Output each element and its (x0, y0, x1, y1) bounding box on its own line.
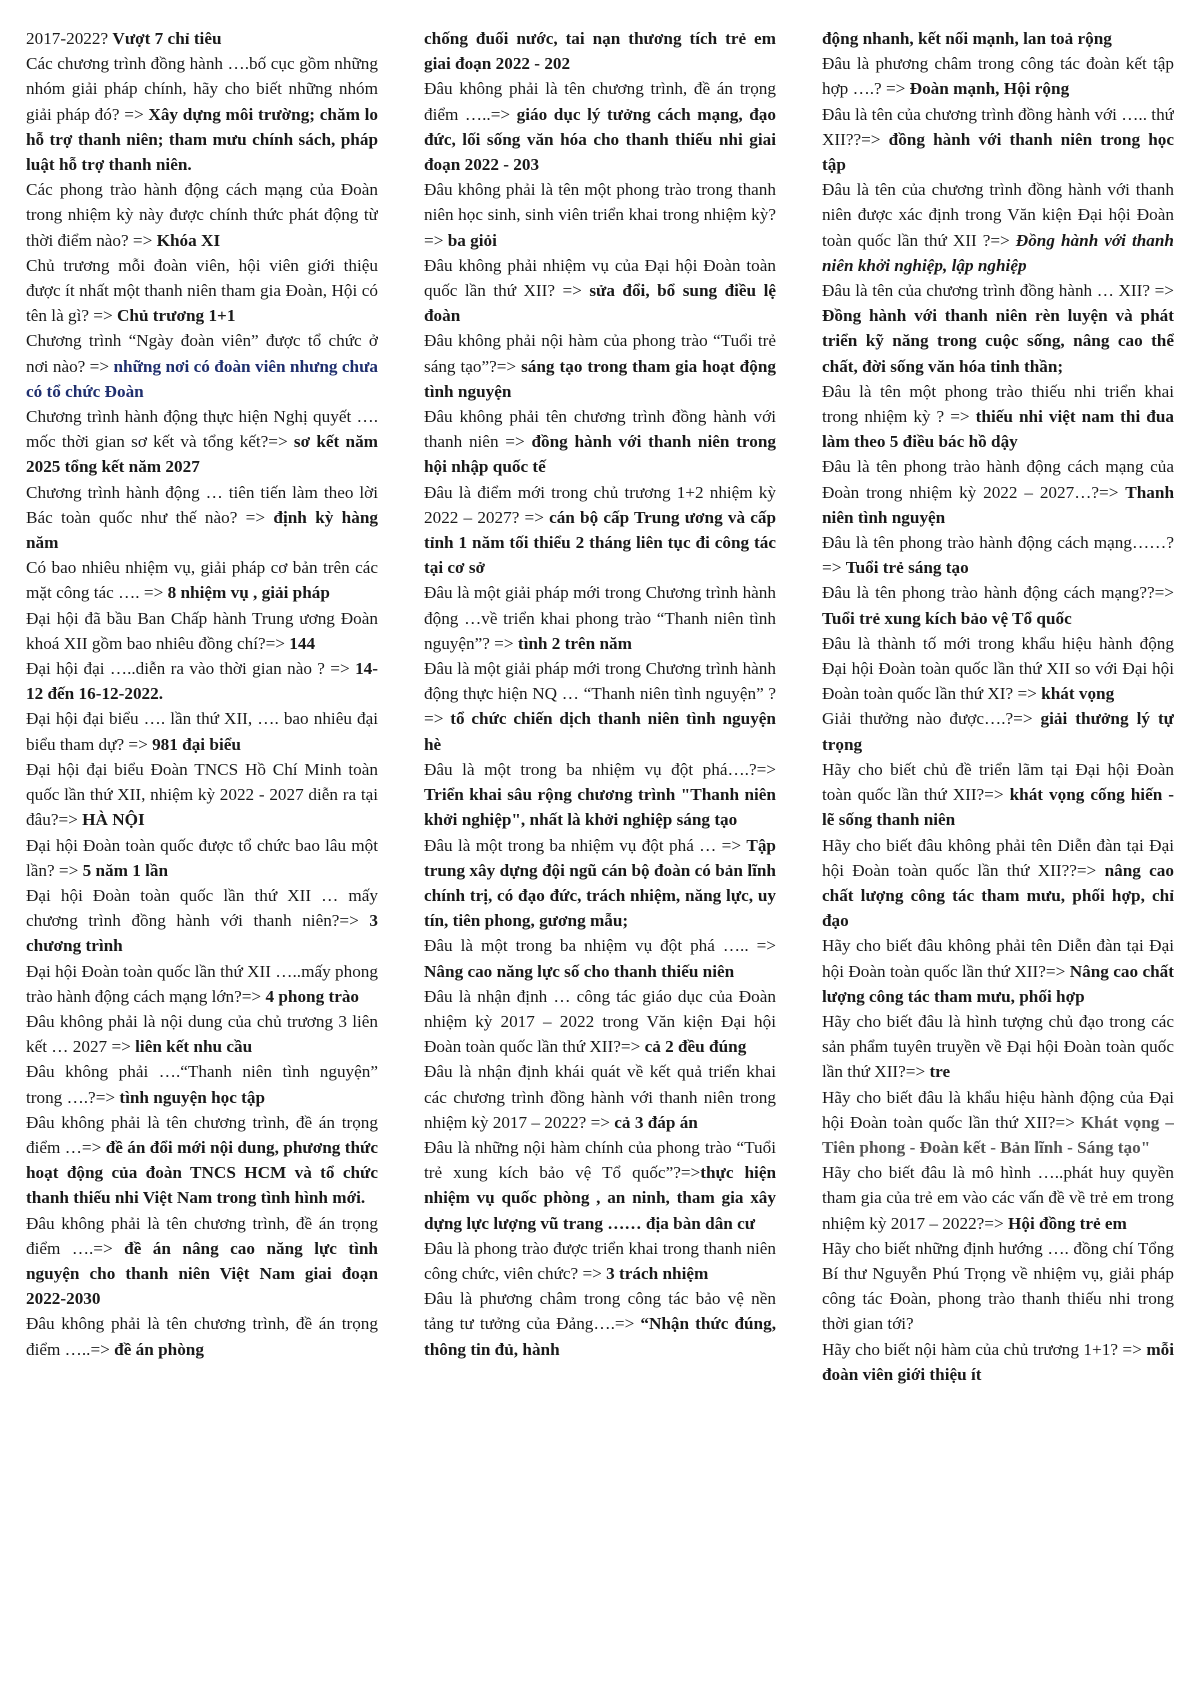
question-text: Có bao nhiêu nhiệm vụ, giải pháp cơ bản trên các mặt công tác …. => (26, 558, 378, 603)
answer-text: 3 chương trình (26, 911, 378, 956)
question-text: Đâu là tên phong trào hành động cách mạng của Đoàn trong nhiệm kỳ 2022 – 2027…?=> (822, 457, 1174, 502)
question-text: Đâu là phương châm trong công tác đoàn kết tập hợp ….? => (822, 54, 1174, 99)
answer-text: định kỳ hàng năm (26, 507, 378, 553)
qa-item (26, 959, 378, 1009)
answer-text: sáng tạo trong tham gia hoạt động tình nguyện (424, 356, 776, 401)
question-text: Đại hội đại biểu …. lần thứ XII, …. bao nhiêu đại biểu tham dự? => (26, 709, 378, 754)
qa-item (822, 833, 1174, 934)
answer-text: chống đuối nước, tai nạn thương tích trẻ em giai đoạn 2022 - 202 (424, 29, 776, 74)
answer-text: Vượt 7 chỉ tiêu (112, 29, 222, 48)
qa-item (424, 26, 776, 76)
text-column-3 (822, 26, 1174, 1696)
question-text: Hãy cho biết chủ đề triển lãm tại Đại hội Đoàn toàn quốc lần thứ XII?=> (822, 759, 1174, 805)
answer-text: cả 3 đáp án (614, 1112, 698, 1132)
answer-text: mỗi đoàn viên giới thiệu ít (822, 1339, 1174, 1384)
answer-text: 8 nhiệm vụ , giải pháp (167, 583, 330, 603)
question-text: Đâu là phong trào được triển khai trong thanh niên công chức, viên chức? => (424, 1238, 776, 1283)
qa-item (424, 984, 776, 1060)
qa-item (822, 530, 1174, 580)
qa-item (26, 1009, 378, 1059)
qa-item (822, 278, 1174, 379)
question-text: Đại hội Đoàn toàn quốc được tổ chức bao lâu một lần? => (26, 835, 378, 880)
question-text: Đâu là những nội hàm chính của phong trào “Tuổi trẻ xung kích bảo vệ Tổ quốc”?=> (424, 1137, 776, 1183)
qa-item (26, 833, 378, 883)
answer-text: đồng hành với thanh niên trong hội nhập quốc tế (424, 432, 776, 477)
answer-text: đồng hành với thanh niên trong học tập (822, 129, 1174, 175)
answer-text: 144 (289, 633, 316, 653)
qa-item (822, 102, 1174, 178)
answer-text: Xây dựng môi trường; chăm lo hỗ trợ thanh niên; tham mưu chính sách, pháp luật hỗ trợ thanh niên. (26, 104, 378, 175)
question-text: Hãy cho biết những định hướng …. đồng chí Tổng Bí thư Nguyễn Phú Trọng về nhiệm vụ, giải pháp công tác Đoàn, phong trào thanh thiếu nhi trong thời gian tới? (822, 1238, 1174, 1334)
question-text: Đâu là tên của chương trình đồng hành … XII? => (822, 281, 1174, 301)
question-text: Đâu là điểm mới trong chủ trương 1+2 nhiệm kỳ 2022 – 2027? => (424, 482, 776, 527)
answer-text: 981 đại biểu (152, 734, 241, 754)
qa-item (822, 631, 1174, 707)
question-text: Đâu không phải là tên chương trình, đề án trọng điểm …..=> (26, 1314, 378, 1359)
answer-text: Tuổi trẻ sáng tạo (845, 558, 969, 578)
qa-item (822, 757, 1174, 833)
question-text: Đâu không phải nhiệm vụ của Đại hội Đoàn toàn quốc lần thứ XII? => (424, 255, 776, 301)
qa-item (822, 51, 1174, 101)
answer-text: đề án phòng (114, 1339, 204, 1359)
question-text: Đâu là một trong ba nhiệm vụ đột phá ….. => (424, 936, 776, 956)
qa-item (424, 833, 776, 934)
question-text: Đâu không phải là tên chương trình, đề án trọng điểm …..=> (424, 79, 776, 124)
qa-item (26, 480, 378, 556)
question-text: Hãy cho biết đâu không phải tên Diễn đàn tại Đại hội Đoàn toàn quốc lần thứ XII??=> (822, 835, 1174, 880)
qa-item (424, 177, 776, 253)
qa-item (26, 883, 378, 959)
question-text: Đâu là thành tố mới trong khẩu hiệu hành động Đại hội Đoàn toàn quốc lần thứ XII so với Đại hội Đoàn toàn quốc lần thứ XI? => (822, 633, 1174, 704)
answer-text: Đồng hành với thanh niên khởi nghiệp, lập nghiệp (822, 230, 1174, 275)
question-text: Đâu không phải ….“Thanh niên tình nguyện” trong ….?=> (26, 1062, 378, 1107)
question-text: Hãy cho biết đâu là khẩu hiệu hành động của Đại hội Đoàn toàn quốc lần thứ XII?=> (822, 1087, 1174, 1132)
answer-text: giải thưởng lý tự trọng (822, 709, 1174, 754)
qa-item (424, 1135, 776, 1236)
question-text: Đâu không phải là tên một phong trào trong thanh niên học sinh, sinh viên triển khai trong nhiệm kỳ?=> (424, 180, 776, 250)
answer-text: Hội đồng trẻ em (1008, 1213, 1127, 1233)
qa-item (822, 580, 1174, 630)
answer-text: Tuổi trẻ xung kích bảo vệ Tổ quốc (822, 608, 1072, 628)
question-text: Chủ trương mỗi đoàn viên, hội viên giới thiệu được ít nhất một thanh niên tham gia Đoàn, Hội có tên là gì? => (26, 255, 378, 326)
question-text: Hãy cho biết đâu không phải tên Diễn đàn tại Đại hội Đoàn toàn quốc lần thứ XII?=> (822, 936, 1174, 981)
qa-item (26, 1311, 378, 1361)
question-text: Đâu là tên của chương trình đồng hành với ….. thứ XII??=> (822, 104, 1174, 149)
qa-item (424, 1286, 776, 1362)
qa-item (822, 933, 1174, 1009)
question-text: Chương trình hành động … tiên tiến làm theo lời Bác toàn quốc như thế nào? => (26, 482, 378, 527)
qa-item (822, 177, 1174, 278)
question-text: Đâu là một giải pháp mới trong Chương trình hành động …về triển khai phong trào “Thanh niên tình nguyện”? => (424, 583, 776, 653)
answer-text: đề án nâng cao năng lực tình nguyện cho thanh niên Việt Nam giai đoạn 2022-2030 (26, 1238, 378, 1309)
answer-text: khát vọng cống hiến - lẽ sống thanh niên (822, 785, 1174, 830)
answer-text: Khát vọng – Tiên phong - Đoàn kết - Bản lĩnh - Sáng tạo" (822, 1112, 1174, 1157)
qa-item (424, 757, 776, 833)
qa-item (424, 656, 776, 757)
question-text: Đâu không phải tên chương trình đồng hành với thanh niên => (424, 407, 776, 452)
question-text: Hãy cho biết nội hàm của chủ trương 1+1? => (822, 1339, 1147, 1359)
qa-item (26, 51, 378, 177)
answer-text: thiếu nhi việt nam thi đua làm theo 5 điều bác hồ dậy (822, 407, 1174, 452)
answer-text: Triển khai sâu rộng chương trình "Thanh niên khởi nghiệp", nhất là khởi nghiệp sáng tạo (424, 785, 776, 830)
qa-item (26, 253, 378, 329)
qa-item (26, 26, 378, 51)
question-text: Hãy cho biết đâu là mô hình …..phát huy quyền tham gia của trẻ em vào các vấn đề về trẻ em trong nhiệm kỳ 2017 – 2022?=> (822, 1163, 1174, 1233)
answer-text: giáo dục lý tưởng cách mạng, đạo đức, lối sống văn hóa cho thanh thiếu nhi giai đoạn 2022 - 203 (424, 104, 776, 175)
qa-item (822, 1236, 1174, 1337)
text-column-1 (26, 26, 378, 1696)
answer-text: 4 phong trào (265, 986, 360, 1006)
answer-text: động nhanh, kết nối mạnh, lan toả rộng (822, 29, 1112, 48)
answer-text: Chủ trương 1+1 (116, 306, 236, 326)
answer-text: Tập trung xây dựng đội ngũ cán bộ đoàn có bản lĩnh chính trị, có đạo đức, trách nhiệm, năng lực, uy tín, tiên phong, gương mẫu; (424, 835, 776, 931)
qa-item (26, 606, 378, 656)
answer-text: Thanh niên tình nguyện (822, 482, 1174, 527)
qa-item (424, 404, 776, 480)
question-text: Đâu không phải là nội dung của chủ trương 3 liên kết … 2027 => (26, 1011, 378, 1057)
qa-item (26, 177, 378, 253)
answer-text: 3 trách nhiệm (606, 1263, 709, 1283)
answer-text: nâng cao chất lượng công tác tham mưu, phối hợp, chỉ đạo (822, 860, 1174, 931)
qa-item (822, 1009, 1174, 1085)
answer-text: Khóa XI (156, 230, 221, 250)
question-text: Đâu là tên của chương trình đồng hành với thanh niên được xác định trong Văn kiện Đại hội Đoàn toàn quốc lần thứ XII ?=> (822, 180, 1174, 250)
qa-item (822, 706, 1174, 756)
question-text: Chương trình “Ngày đoàn viên” được tổ chức ở nơi nào? => (26, 331, 378, 376)
question-text: Đâu là một trong ba nhiệm vụ đột phá….?=> (424, 759, 776, 779)
qa-item (822, 1160, 1174, 1236)
qa-item (424, 580, 776, 656)
qa-item (424, 253, 776, 329)
question-text: Đại hội đã bầu Ban Chấp hành Trung ương Đoàn khoá XII gồm bao nhiêu đồng chí?=> (26, 608, 378, 653)
qa-item (26, 328, 378, 404)
answer-text: 14-12 đến 16-12-2022. (26, 659, 378, 704)
qa-item (822, 1337, 1174, 1387)
answer-text: tình 2 trên năm (517, 633, 632, 653)
qa-item (424, 328, 776, 404)
question-text: Các chương trình đồng hành ….bố cục gồm những nhóm giải pháp chính, hãy cho biết những nhóm giải pháp đó? => (26, 54, 378, 124)
question-text: Đâu là một giải pháp mới trong Chương trình hành động thực hiện NQ … “Thanh niên tình nguyện” ?=> (424, 659, 776, 729)
answer-text: Nâng cao năng lực số cho thanh thiếu niên (424, 961, 735, 981)
qa-item (26, 1211, 378, 1312)
question-text: Đâu không phải nội hàm của phong trào “Tuổi trẻ sáng tạo”?=> (424, 331, 776, 376)
question-text: Đâu là nhận định khái quát về kết quả triển khai các chương trình đồng hành với thanh niên trong nhiệm kỳ 2017 – 2022? => (424, 1062, 776, 1132)
answer-text: Đồng hành với thanh niên rèn luyện và phát triển kỹ năng trong cuộc sống, nâng cao thể chất, đời sống văn hóa tinh thần; (822, 306, 1174, 376)
answer-text: tre (929, 1062, 951, 1082)
qa-item (424, 1059, 776, 1135)
qa-item (26, 706, 378, 756)
answer-text: đề án đổi mới nội dung, phương thức hoạt động của đoàn TNCS HCM và tổ chức thanh thiếu nhi Việt Nam trong tình hình mới. (26, 1137, 378, 1208)
qa-item (822, 454, 1174, 530)
answer-text: sơ kết năm 2025 tổng kết năm 2027 (26, 432, 378, 477)
qa-item (822, 1085, 1174, 1161)
question-text: Đâu là tên phong trào hành động cách mạng……?=> (822, 533, 1174, 578)
question-text: Đại hội đại biểu Đoàn TNCS Hồ Chí Minh toàn quốc lần thứ XII, nhiệm kỳ 2022 - 2027 diễn ra tại đâu?=> (26, 759, 378, 830)
qa-item (26, 656, 378, 706)
qa-item (26, 757, 378, 833)
question-text: 2017-2022? (26, 29, 113, 48)
question-text: Đâu là nhận định … công tác giáo dục của Đoàn nhiệm kỳ 2017 – 2022 trong Văn kiện Đại hội Đoàn toàn quốc lần thứ XII?=> (424, 986, 776, 1057)
question-text: Hãy cho biết đâu là hình tượng chủ đạo trong các sản phẩm tuyên truyền về Đại hội Đoàn toàn quốc lần thứ XII?=> (822, 1011, 1174, 1082)
question-text: Đại hội đại …..diễn ra vào thời gian nào ? => (26, 659, 356, 679)
question-text: Đại hội Đoàn toàn quốc lần thứ XII …..mấy phong trào hành động cách mạng lớn?=> (26, 961, 378, 1006)
question-text: Đâu là tên một phong trào thiếu nhi triển khai trong nhiệm kỳ ? => (822, 381, 1174, 427)
qa-item (424, 480, 776, 581)
text-column-2 (424, 26, 776, 1696)
question-text: Đại hội Đoàn toàn quốc lần thứ XII … mấy chương trình đồng hành với thanh niên?=> (26, 885, 378, 931)
question-text: Giải thưởng nào được….?=> (822, 709, 1041, 729)
qa-item (26, 555, 378, 605)
answer-text: liên kết nhu cầu (135, 1037, 253, 1057)
question-text: Đâu là phương châm trong công tác bảo vệ nền tảng tư tưởng của Đảng….=> (424, 1289, 776, 1334)
qa-item (424, 933, 776, 983)
question-text: Đâu là tên phong trào hành động cách mạng??=> (822, 583, 1174, 603)
answer-text: cả 2 đều đúng (644, 1037, 747, 1057)
answer-text: Nâng cao chất lượng công tác tham mưu, phối hợp (822, 961, 1174, 1006)
question-text: Chương trình hành động thực hiện Nghị quyết …. mốc thời gian sơ kết và tổng kết?=> (26, 407, 378, 452)
qa-item (26, 1059, 378, 1109)
answer-text: những nơi có đoàn viên nhưng chưa có tổ chức Đoàn (26, 356, 378, 401)
answer-text: 5 năm 1 lần (82, 860, 169, 880)
answer-text: HÀ NỘI (82, 810, 145, 830)
answer-text: tình nguyện học tập (119, 1087, 266, 1107)
answer-text: ba giỏi (447, 230, 497, 250)
qa-item (424, 1236, 776, 1286)
question-text: Các phong trào hành động cách mạng của Đoàn trong nhiệm kỳ này được chính thức phát động từ thời điểm nào? => (26, 180, 378, 250)
answer-text: “Nhận thức đúng, thông tin đủ, hành (424, 1314, 776, 1359)
question-text: Đâu không phải là tên chương trình, đề án trọng điểm …=> (26, 1112, 378, 1157)
question-text: Đâu không phải là tên chương trình, đề án trọng điểm ….=> (26, 1213, 378, 1258)
qa-item (822, 379, 1174, 455)
answer-text: tổ chức chiến dịch thanh niên tình nguyện hè (424, 709, 776, 754)
answer-text: thực hiện nhiệm vụ quốc phòng , an ninh, tham gia xây dựng lực lượng vũ trang …… địa bàn dân cư (424, 1163, 776, 1233)
qa-item (822, 26, 1174, 51)
qa-item (424, 76, 776, 177)
answer-text: khát vọng (1041, 684, 1115, 704)
answer-text: cán bộ cấp Trung ương và cấp tỉnh 1 năm tối thiểu 2 tháng liên tục đi công tác tại cơ sở (424, 507, 776, 578)
qa-item (26, 1110, 378, 1211)
answer-text: sửa đổi, bổ sung điều lệ đoàn (424, 281, 776, 326)
qa-item (26, 404, 378, 480)
answer-text: Đoàn mạnh, Hội rộng (909, 79, 1070, 99)
question-text: Đâu là một trong ba nhiệm vụ đột phá … => (424, 835, 747, 855)
